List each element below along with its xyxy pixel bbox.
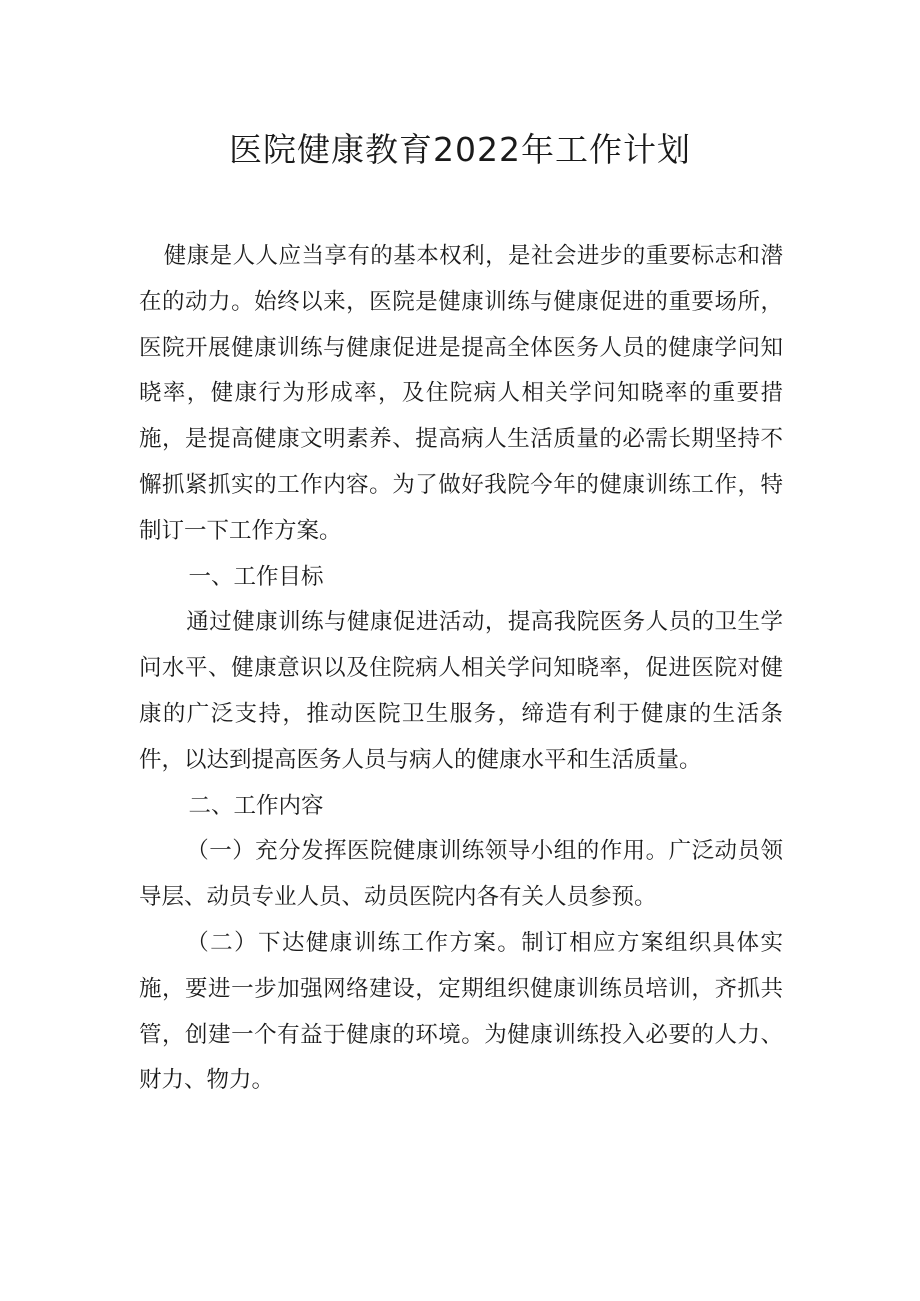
- paragraph-content-1: （一）充分发挥医院健康训练领导小组的作用。广泛动员领导层、动员专业人员、动员医院内各有关人员参预。: [139, 838, 783, 911]
- section-heading-goals: 一、工作目标: [188, 563, 324, 590]
- paragraph-content-2: （二）下达健康训练工作方案。制订相应方案组织具体实施，要进一步加强网络建设，定期组织健康训练员培训，齐抓共管，创建一个有益于健康的环境。为健康训练投入必要的人力、财力、物力。: [139, 929, 783, 1094]
- document-title: 医院健康教育2022年工作计划: [229, 130, 691, 169]
- paragraph-goals: 通过健康训练与健康促进活动，提高我院医务人员的卫生学问水平、健康意识以及住院病人相关学问知晓率，促进医院对健康的广泛支持，推动医院卫生服务，缔造有利于健康的生活条件，以达到提高医务人员与病人的健康水平和生活质量。: [139, 609, 783, 773]
- section-heading-content: 二、工作内容: [188, 792, 324, 819]
- document-body: [139, 234, 783, 1104]
- paragraph-intro: 健康是人人应当享有的基本权利，是社会进步的重要标志和潜在的动力。始终以来，医院是健康训练与健康促进的重要场所，医院开展健康训练与健康促进是提高全体医务人员的健康学问知晓率，健康行为形成率，及住院病人相关学问知晓率的重要措施，是提高健康文明素养、提高病人生活质量的必需长期坚持不懈抓紧抓实的工作内容。为了做好我院今年的健康训练工作，特制订一下工作方案。: [139, 243, 783, 544]
